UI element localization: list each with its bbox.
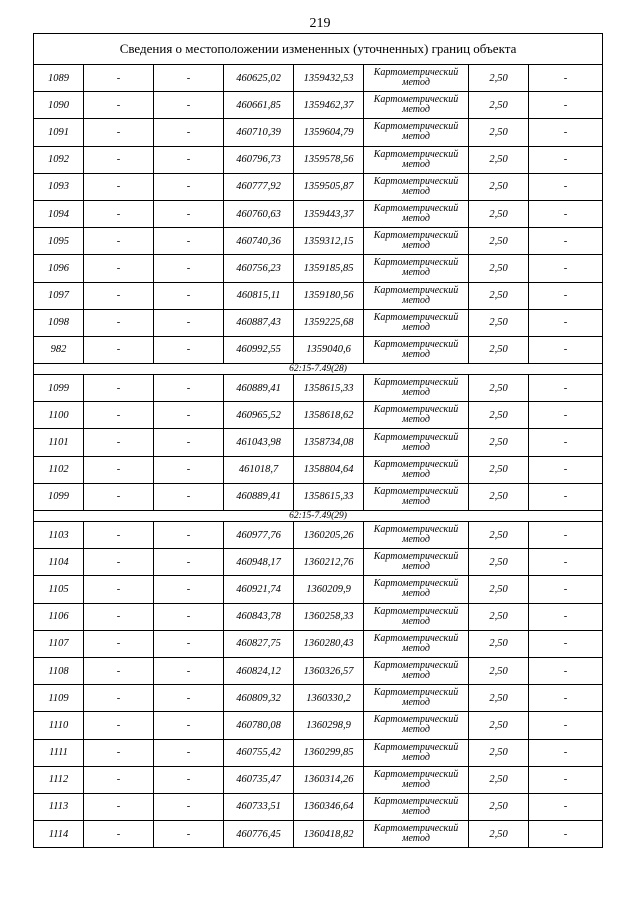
new-x-cell: 460735,47 bbox=[224, 766, 294, 793]
table-row bbox=[34, 522, 603, 549]
new-y-cell: 1360212,76 bbox=[294, 549, 364, 576]
old-x-cell: - bbox=[84, 456, 154, 483]
table-row bbox=[34, 228, 603, 255]
method-cell: Картометрический метод bbox=[364, 255, 469, 282]
new-y-cell: 1360314,26 bbox=[294, 766, 364, 793]
method-cell: Картометрический метод bbox=[364, 630, 469, 657]
method-cell: Картометрический метод bbox=[364, 549, 469, 576]
point-number-cell: 1098 bbox=[34, 309, 84, 336]
accuracy-cell: 2,50 bbox=[469, 92, 529, 119]
method-cell: Картометрический метод bbox=[364, 456, 469, 483]
old-x-cell: - bbox=[84, 549, 154, 576]
new-x-cell: 460827,75 bbox=[224, 630, 294, 657]
new-y-cell: 1358615,33 bbox=[294, 375, 364, 402]
description-cell: - bbox=[529, 657, 603, 684]
old-x-cell: - bbox=[84, 483, 154, 510]
old-x-cell: - bbox=[84, 576, 154, 603]
section-row bbox=[34, 511, 603, 522]
description-cell: - bbox=[529, 522, 603, 549]
table-title: Сведения о местоположении измененных (уточненных) границ объекта bbox=[34, 34, 603, 65]
old-y-cell: - bbox=[154, 146, 224, 173]
new-y-cell: 1360346,64 bbox=[294, 793, 364, 820]
point-number-cell: 1114 bbox=[34, 821, 84, 848]
point-number-cell: 1097 bbox=[34, 282, 84, 309]
point-number-cell: 1109 bbox=[34, 685, 84, 712]
accuracy-cell: 2,50 bbox=[469, 821, 529, 848]
new-x-cell: 460809,32 bbox=[224, 685, 294, 712]
description-cell: - bbox=[529, 200, 603, 227]
method-cell: Картометрический метод bbox=[364, 739, 469, 766]
old-x-cell: - bbox=[84, 65, 154, 92]
description-cell: - bbox=[529, 65, 603, 92]
new-y-cell: 1359040,6 bbox=[294, 336, 364, 363]
accuracy-cell: 2,50 bbox=[469, 685, 529, 712]
new-y-cell: 1360299,85 bbox=[294, 739, 364, 766]
new-y-cell: 1360209,9 bbox=[294, 576, 364, 603]
description-cell: - bbox=[529, 603, 603, 630]
new-y-cell: 1360330,2 bbox=[294, 685, 364, 712]
method-cell: Картометрический метод bbox=[364, 375, 469, 402]
accuracy-cell: 2,50 bbox=[469, 255, 529, 282]
old-x-cell: - bbox=[84, 685, 154, 712]
accuracy-cell: 2,50 bbox=[469, 228, 529, 255]
accuracy-cell: 2,50 bbox=[469, 603, 529, 630]
accuracy-cell: 2,50 bbox=[469, 630, 529, 657]
table-row bbox=[34, 456, 603, 483]
old-x-cell: - bbox=[84, 793, 154, 820]
old-y-cell: - bbox=[154, 119, 224, 146]
point-number-cell: 1112 bbox=[34, 766, 84, 793]
new-y-cell: 1360280,43 bbox=[294, 630, 364, 657]
old-y-cell: - bbox=[154, 282, 224, 309]
old-y-cell: - bbox=[154, 630, 224, 657]
old-y-cell: - bbox=[154, 657, 224, 684]
new-y-cell: 1359443,37 bbox=[294, 200, 364, 227]
point-number-cell: 1107 bbox=[34, 630, 84, 657]
accuracy-cell: 2,50 bbox=[469, 375, 529, 402]
description-cell: - bbox=[529, 309, 603, 336]
method-cell: Картометрический метод bbox=[364, 576, 469, 603]
section-label: 62:15-7.49(29) bbox=[34, 511, 603, 522]
point-number-cell: 1091 bbox=[34, 119, 84, 146]
point-number-cell: 1111 bbox=[34, 739, 84, 766]
method-cell: Картометрический метод bbox=[364, 766, 469, 793]
old-x-cell: - bbox=[84, 228, 154, 255]
table-row bbox=[34, 630, 603, 657]
old-y-cell: - bbox=[154, 456, 224, 483]
new-y-cell: 1359578,56 bbox=[294, 146, 364, 173]
description-cell: - bbox=[529, 793, 603, 820]
table-row bbox=[34, 92, 603, 119]
description-cell: - bbox=[529, 456, 603, 483]
old-x-cell: - bbox=[84, 282, 154, 309]
old-y-cell: - bbox=[154, 483, 224, 510]
description-cell: - bbox=[529, 255, 603, 282]
new-y-cell: 1359604,79 bbox=[294, 119, 364, 146]
old-y-cell: - bbox=[154, 255, 224, 282]
accuracy-cell: 2,50 bbox=[469, 576, 529, 603]
accuracy-cell: 2,50 bbox=[469, 200, 529, 227]
point-number-cell: 1095 bbox=[34, 228, 84, 255]
new-x-cell: 460776,45 bbox=[224, 821, 294, 848]
method-cell: Картометрический метод bbox=[364, 483, 469, 510]
description-cell: - bbox=[529, 739, 603, 766]
new-x-cell: 460824,12 bbox=[224, 657, 294, 684]
old-x-cell: - bbox=[84, 429, 154, 456]
table-row bbox=[34, 685, 603, 712]
old-x-cell: - bbox=[84, 255, 154, 282]
table-row bbox=[34, 483, 603, 510]
accuracy-cell: 2,50 bbox=[469, 456, 529, 483]
accuracy-cell: 2,50 bbox=[469, 309, 529, 336]
new-y-cell: 1360258,33 bbox=[294, 603, 364, 630]
point-number-cell: 1092 bbox=[34, 146, 84, 173]
point-number-cell: 1101 bbox=[34, 429, 84, 456]
old-x-cell: - bbox=[84, 603, 154, 630]
description-cell: - bbox=[529, 576, 603, 603]
method-cell: Картометрический метод bbox=[364, 821, 469, 848]
table-title-row bbox=[34, 34, 603, 65]
accuracy-cell: 2,50 bbox=[469, 793, 529, 820]
new-x-cell: 460948,17 bbox=[224, 549, 294, 576]
old-x-cell: - bbox=[84, 119, 154, 146]
accuracy-cell: 2,50 bbox=[469, 65, 529, 92]
old-x-cell: - bbox=[84, 712, 154, 739]
new-x-cell: 461018,7 bbox=[224, 456, 294, 483]
old-y-cell: - bbox=[154, 336, 224, 363]
new-y-cell: 1358615,33 bbox=[294, 483, 364, 510]
old-x-cell: - bbox=[84, 173, 154, 200]
point-number-cell: 1108 bbox=[34, 657, 84, 684]
old-x-cell: - bbox=[84, 630, 154, 657]
table-row bbox=[34, 549, 603, 576]
new-y-cell: 1359432,53 bbox=[294, 65, 364, 92]
method-cell: Картометрический метод bbox=[364, 228, 469, 255]
old-y-cell: - bbox=[154, 793, 224, 820]
table-row bbox=[34, 336, 603, 363]
accuracy-cell: 2,50 bbox=[469, 146, 529, 173]
description-cell: - bbox=[529, 483, 603, 510]
old-y-cell: - bbox=[154, 429, 224, 456]
new-y-cell: 1360298,9 bbox=[294, 712, 364, 739]
method-cell: Картометрический метод bbox=[364, 173, 469, 200]
new-y-cell: 1360205,26 bbox=[294, 522, 364, 549]
section-row bbox=[34, 364, 603, 375]
method-cell: Картометрический метод bbox=[364, 429, 469, 456]
old-x-cell: - bbox=[84, 309, 154, 336]
point-number-cell: 1090 bbox=[34, 92, 84, 119]
new-y-cell: 1358804,64 bbox=[294, 456, 364, 483]
new-x-cell: 460661,85 bbox=[224, 92, 294, 119]
table-row bbox=[34, 793, 603, 820]
old-y-cell: - bbox=[154, 522, 224, 549]
point-number-cell: 1099 bbox=[34, 375, 84, 402]
table-row bbox=[34, 65, 603, 92]
new-x-cell: 460796,73 bbox=[224, 146, 294, 173]
new-x-cell: 460992,55 bbox=[224, 336, 294, 363]
table-row bbox=[34, 200, 603, 227]
description-cell: - bbox=[529, 821, 603, 848]
point-number-cell: 1099 bbox=[34, 483, 84, 510]
old-y-cell: - bbox=[154, 712, 224, 739]
method-cell: Картометрический метод bbox=[364, 402, 469, 429]
new-x-cell: 460740,36 bbox=[224, 228, 294, 255]
point-number-cell: 1103 bbox=[34, 522, 84, 549]
old-y-cell: - bbox=[154, 65, 224, 92]
method-cell: Картометрический метод bbox=[364, 200, 469, 227]
description-cell: - bbox=[529, 228, 603, 255]
accuracy-cell: 2,50 bbox=[469, 522, 529, 549]
point-number-cell: 1089 bbox=[34, 65, 84, 92]
method-cell: Картометрический метод bbox=[364, 65, 469, 92]
point-number-cell: 1102 bbox=[34, 456, 84, 483]
description-cell: - bbox=[529, 282, 603, 309]
method-cell: Картометрический метод bbox=[364, 309, 469, 336]
new-x-cell: 460760,63 bbox=[224, 200, 294, 227]
point-number-cell: 1094 bbox=[34, 200, 84, 227]
boundary-coordinates-table bbox=[33, 33, 603, 848]
description-cell: - bbox=[529, 685, 603, 712]
new-x-cell: 460815,11 bbox=[224, 282, 294, 309]
point-number-cell: 1093 bbox=[34, 173, 84, 200]
old-y-cell: - bbox=[154, 549, 224, 576]
new-y-cell: 1359180,56 bbox=[294, 282, 364, 309]
description-cell: - bbox=[529, 146, 603, 173]
accuracy-cell: 2,50 bbox=[469, 173, 529, 200]
new-x-cell: 460977,76 bbox=[224, 522, 294, 549]
table-row bbox=[34, 766, 603, 793]
method-cell: Картометрический метод bbox=[364, 119, 469, 146]
section-label: 62:15-7.49(28) bbox=[34, 364, 603, 375]
new-y-cell: 1360418,82 bbox=[294, 821, 364, 848]
table-row bbox=[34, 739, 603, 766]
new-x-cell: 460889,41 bbox=[224, 483, 294, 510]
page-number: 219 bbox=[309, 16, 331, 31]
description-cell: - bbox=[529, 119, 603, 146]
old-x-cell: - bbox=[84, 657, 154, 684]
new-x-cell: 460756,23 bbox=[224, 255, 294, 282]
old-x-cell: - bbox=[84, 200, 154, 227]
accuracy-cell: 2,50 bbox=[469, 712, 529, 739]
method-cell: Картометрический метод bbox=[364, 282, 469, 309]
new-x-cell: 460777,92 bbox=[224, 173, 294, 200]
method-cell: Картометрический метод bbox=[364, 336, 469, 363]
description-cell: - bbox=[529, 549, 603, 576]
point-number-cell: 1105 bbox=[34, 576, 84, 603]
description-cell: - bbox=[529, 375, 603, 402]
new-y-cell: 1359505,87 bbox=[294, 173, 364, 200]
method-cell: Картометрический метод bbox=[364, 146, 469, 173]
old-x-cell: - bbox=[84, 739, 154, 766]
old-y-cell: - bbox=[154, 173, 224, 200]
new-x-cell: 460921,74 bbox=[224, 576, 294, 603]
method-cell: Картометрический метод bbox=[364, 712, 469, 739]
description-cell: - bbox=[529, 173, 603, 200]
old-y-cell: - bbox=[154, 576, 224, 603]
point-number-cell: 1104 bbox=[34, 549, 84, 576]
table-row bbox=[34, 712, 603, 739]
accuracy-cell: 2,50 bbox=[469, 336, 529, 363]
old-y-cell: - bbox=[154, 821, 224, 848]
new-y-cell: 1358618,62 bbox=[294, 402, 364, 429]
point-number-cell: 982 bbox=[34, 336, 84, 363]
description-cell: - bbox=[529, 766, 603, 793]
old-y-cell: - bbox=[154, 92, 224, 119]
new-x-cell: 460887,43 bbox=[224, 309, 294, 336]
new-y-cell: 1358734,08 bbox=[294, 429, 364, 456]
accuracy-cell: 2,50 bbox=[469, 766, 529, 793]
table-row bbox=[34, 402, 603, 429]
table-row bbox=[34, 603, 603, 630]
description-cell: - bbox=[529, 402, 603, 429]
table-row bbox=[34, 173, 603, 200]
old-x-cell: - bbox=[84, 92, 154, 119]
new-x-cell: 460965,52 bbox=[224, 402, 294, 429]
new-y-cell: 1360326,57 bbox=[294, 657, 364, 684]
point-number-cell: 1100 bbox=[34, 402, 84, 429]
old-y-cell: - bbox=[154, 766, 224, 793]
new-y-cell: 1359225,68 bbox=[294, 309, 364, 336]
table-row bbox=[34, 576, 603, 603]
table-row bbox=[34, 146, 603, 173]
old-x-cell: - bbox=[84, 146, 154, 173]
point-number-cell: 1113 bbox=[34, 793, 84, 820]
new-x-cell: 460843,78 bbox=[224, 603, 294, 630]
new-y-cell: 1359185,85 bbox=[294, 255, 364, 282]
accuracy-cell: 2,50 bbox=[469, 429, 529, 456]
old-x-cell: - bbox=[84, 336, 154, 363]
method-cell: Картометрический метод bbox=[364, 92, 469, 119]
table-row bbox=[34, 119, 603, 146]
new-x-cell: 460710,39 bbox=[224, 119, 294, 146]
description-cell: - bbox=[529, 712, 603, 739]
method-cell: Картометрический метод bbox=[364, 522, 469, 549]
old-y-cell: - bbox=[154, 228, 224, 255]
old-y-cell: - bbox=[154, 685, 224, 712]
new-x-cell: 460625,02 bbox=[224, 65, 294, 92]
old-y-cell: - bbox=[154, 402, 224, 429]
description-cell: - bbox=[529, 336, 603, 363]
new-x-cell: 460889,41 bbox=[224, 375, 294, 402]
point-number-cell: 1106 bbox=[34, 603, 84, 630]
new-y-cell: 1359312,15 bbox=[294, 228, 364, 255]
new-x-cell: 461043,98 bbox=[224, 429, 294, 456]
new-x-cell: 460755,42 bbox=[224, 739, 294, 766]
accuracy-cell: 2,50 bbox=[469, 119, 529, 146]
method-cell: Картометрический метод bbox=[364, 685, 469, 712]
new-y-cell: 1359462,37 bbox=[294, 92, 364, 119]
old-y-cell: - bbox=[154, 309, 224, 336]
method-cell: Картометрический метод bbox=[364, 603, 469, 630]
old-x-cell: - bbox=[84, 375, 154, 402]
table-row bbox=[34, 375, 603, 402]
accuracy-cell: 2,50 bbox=[469, 739, 529, 766]
old-y-cell: - bbox=[154, 375, 224, 402]
table-row bbox=[34, 309, 603, 336]
accuracy-cell: 2,50 bbox=[469, 483, 529, 510]
accuracy-cell: 2,50 bbox=[469, 402, 529, 429]
new-x-cell: 460733,51 bbox=[224, 793, 294, 820]
old-x-cell: - bbox=[84, 522, 154, 549]
new-x-cell: 460780,08 bbox=[224, 712, 294, 739]
table-row bbox=[34, 429, 603, 456]
description-cell: - bbox=[529, 92, 603, 119]
table-row bbox=[34, 255, 603, 282]
point-number-cell: 1096 bbox=[34, 255, 84, 282]
old-y-cell: - bbox=[154, 603, 224, 630]
old-x-cell: - bbox=[84, 766, 154, 793]
description-cell: - bbox=[529, 429, 603, 456]
table-row bbox=[34, 282, 603, 309]
old-y-cell: - bbox=[154, 200, 224, 227]
accuracy-cell: 2,50 bbox=[469, 282, 529, 309]
table-row bbox=[34, 657, 603, 684]
point-number-cell: 1110 bbox=[34, 712, 84, 739]
old-x-cell: - bbox=[84, 821, 154, 848]
old-x-cell: - bbox=[84, 402, 154, 429]
accuracy-cell: 2,50 bbox=[469, 657, 529, 684]
method-cell: Картометрический метод bbox=[364, 793, 469, 820]
accuracy-cell: 2,50 bbox=[469, 549, 529, 576]
description-cell: - bbox=[529, 630, 603, 657]
old-y-cell: - bbox=[154, 739, 224, 766]
table-row bbox=[34, 821, 603, 848]
method-cell: Картометрический метод bbox=[364, 657, 469, 684]
